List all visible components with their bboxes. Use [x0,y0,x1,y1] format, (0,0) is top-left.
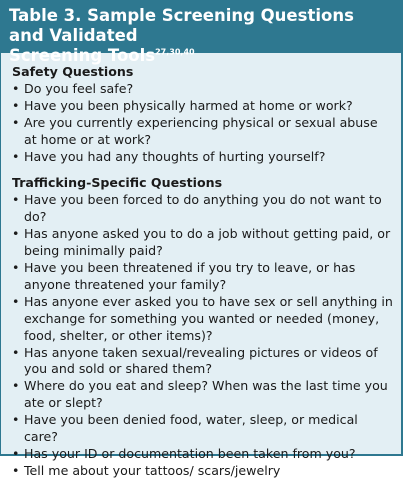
list-item [12,260,393,294]
bullet-icon: • [12,462,20,478]
table-title-line1: Table 3. Sample Screening Questions and Validated [9,6,354,45]
bullet-icon: • [12,226,20,242]
list-item [12,115,393,149]
list-item [12,345,393,379]
bullet-icon: • [12,148,20,164]
title-references: 27,30,40 [155,47,195,57]
question-text: Where do you eat and sleep? When was the last time you ate or slept? [24,378,388,411]
trafficking-question-list [12,192,393,479]
question-text: Are you currently experiencing physical or sexual abuse at home or at work? [24,114,378,147]
question-text: Has anyone asked you to do a job without getting paid, or being minimally paid? [24,226,391,259]
bullet-icon: • [12,97,20,113]
table-title-text: Screening Tools [9,46,156,65]
list-item [12,446,393,463]
question-text: Has anyone ever asked you to have sex or sell anything in exchange for something you wanted or needed (money, food, shelter, or other items)? [24,293,393,343]
bullet-icon: • [12,344,20,360]
trafficking-section [12,175,393,479]
table-body [1,53,401,480]
section-title-trafficking: Trafficking-Specific Questions [12,175,223,191]
question-text: Have you been denied food, water, sleep, or medical care? [24,412,358,445]
list-item [12,294,393,345]
bullet-icon: • [12,412,20,428]
safety-section [12,64,393,165]
bullet-icon: • [12,259,20,275]
question-text: Have you been threatened if you try to leave, or has anyone threatened your family? [24,259,356,292]
list-item [12,192,393,226]
list-item [12,378,393,412]
bullet-icon: • [12,378,20,394]
question-text: Have you had any thoughts of hurting yourself? [24,148,326,164]
bullet-icon: • [12,192,20,208]
bullet-icon: • [12,80,20,96]
question-text: Have you been physically harmed at home or work? [24,97,353,113]
section-title-safety: Safety Questions [12,64,134,79]
table-header [1,1,401,65]
safety-question-list [12,81,393,166]
question-text: Do you feel safe? [24,80,134,96]
list-item [12,463,393,480]
list-item [12,81,393,98]
question-text: Have you been forced to do anything you do not want to do? [24,192,382,225]
list-item [12,98,393,115]
bullet-icon: • [12,445,20,461]
question-text: Tell me about your tattoos/ scars/jewelry [24,462,281,478]
list-item [12,226,393,260]
list-item [12,412,393,446]
bullet-icon: • [12,293,20,309]
question-text: Has anyone taken sexual/revealing pictures or videos of you and sold or shared them? [24,344,378,377]
list-item [12,149,393,166]
question-text: Has your ID or documentation been taken from you? [24,445,356,461]
bullet-icon: • [12,114,20,130]
